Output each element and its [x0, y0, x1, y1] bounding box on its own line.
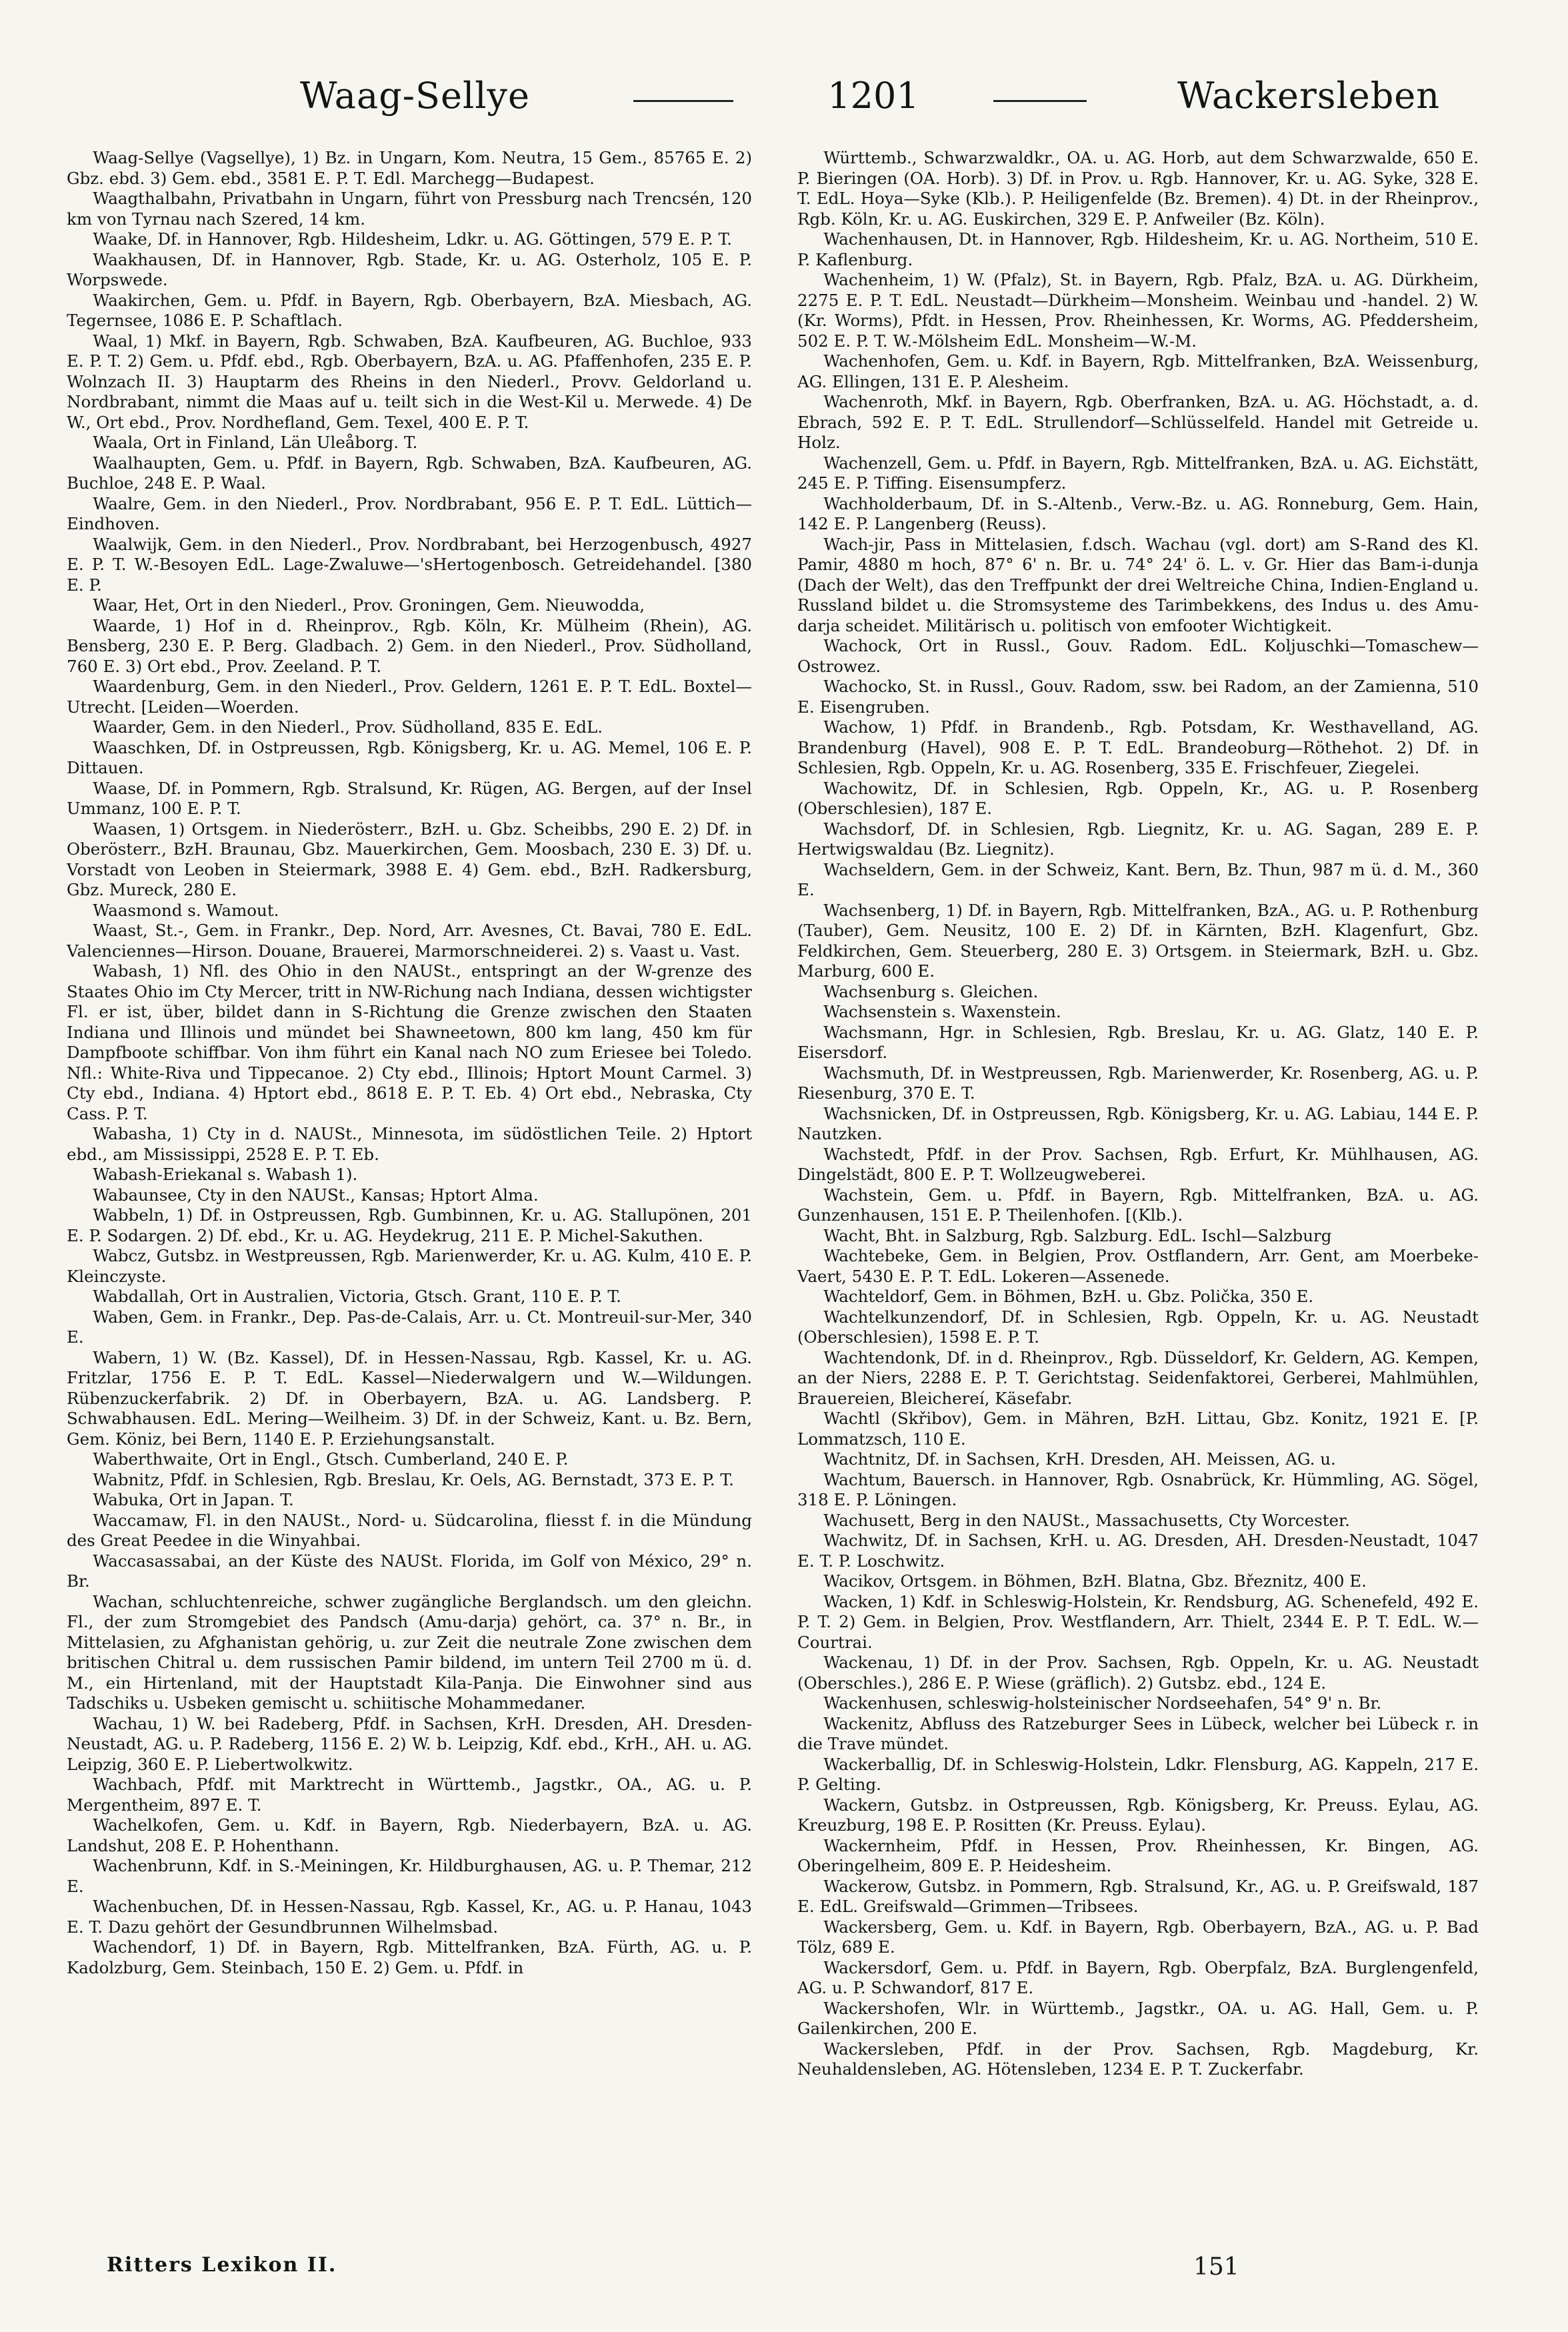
footer-sheet-number: 151: [1193, 2253, 1239, 2281]
lexicon-entry: Wabasha, 1) Cty in d. NAUSt., Minnesota, im südöstlichen Teile. 2) Hptort ebd., am Mississippi, 2528 E. P. T. Eb.: [67, 1124, 752, 1164]
lexicon-entry: Waala, Ort in Finland, Län Uleåborg. T.: [93, 433, 418, 452]
lexicon-entry: Waberthwaite, Ort in Engl., Gtsch. Cumberland, 240 E. P.: [93, 1449, 569, 1469]
lexicon-entry: Wacken, 1) Kdf. in Schleswig-Holstein, Kr. Rendsburg, AG. Schenefeld, 492 E. P. T. 2) Gem. in Belgien, Prov. Westflandern, Arr. Thielt, 2344 E. P. T. EdL. W.—Courtrai.: [797, 1591, 1479, 1652]
lexicon-entry: Wachenbuchen, Df. in Hessen-Nassau, Rgb. Kassel, Kr., AG. u. P. Hanau, 1043 E. T. Dazu gehört der Gesundbrunnen Wilhelmsbad.: [67, 1897, 752, 1937]
lexicon-entry: Waakhausen, Df. in Hannover, Rgb. Stade, Kr. u. AG. Osterholz, 105 E. P. Worpswede.: [67, 249, 752, 289]
lexicon-entry: Waase, Df. in Pommern, Rgb. Stralsund, Kr. Rügen, AG. Bergen, auf der Insel Ummanz, 100 E. P. T.: [67, 778, 752, 818]
lexicon-entry: Wachtebeke, Gem. in Belgien, Prov. Ostflandern, Arr. Gent, am Moerbeke-Vaert, 5430 E. P. T. EdL. Lokeren—Assenede.: [797, 1246, 1479, 1286]
lexicon-entry: Waarder, Gem. in den Niederl., Prov. Südholland, 835 E. EdL.: [93, 717, 603, 737]
lexicon-entry: Wabnitz, Pfdf. in Schlesien, Rgb. Breslau, Kr. Oels, AG. Bernstadt, 373 E. P. T.: [93, 1469, 734, 1489]
lexicon-entry: Waccamaw, Fl. in den NAUSt., Nord- u. Südcarolina, fliesst f. in die Mündung des Great Peedee in die Winyahbai.: [67, 1510, 752, 1550]
lexicon-entry: Wabuka, Ort in Japan. T.: [93, 1490, 294, 1509]
page-number: 1201: [827, 75, 919, 117]
footer-signature: Ritters Lexikon II.: [107, 2253, 337, 2277]
lexicon-entry: Waasmond s. Wamout.: [93, 900, 279, 920]
lexicon-entry: Wachbach, Pfdf. mit Marktrecht in Württemb., Jagstkr., OA., AG. u. P. Mergentheim, 897 E. T.: [67, 1775, 752, 1815]
lexicon-entry: Wachock, Ort in Russl., Gouv. Radom. EdL. Koljuschki—Tomaschew—Ostrowez.: [797, 636, 1479, 676]
lexicon-entry: Wachsmuth, Df. in Westpreussen, Rgb. Marienwerder, Kr. Rosenberg, AG. u. P. Riesenburg, 370 E. T.: [797, 1063, 1479, 1103]
header-last-entry: Wackersleben: [1177, 75, 1440, 117]
left-column: [67, 148, 752, 2148]
lexicon-entry: Wach-jir, Pass in Mittelasien, f.dsch. Wachau (vgl. dort) am S-Rand des Kl. Pamir, 4880 m hoch, 87° 6' n. Br. u. 74° 24' ö. L. v. Gr. Hier das Bam-i-dunja (Dach der Welt), das den Treffpunkt der drei Weltreiche China, Indien-England u. Russland bildet u. die Stromsysteme des Tarimbekkens, des Indus u. des Amu-darja scheidet. Militärisch u. politisch von emfooter Wichtigkeit.: [797, 534, 1479, 635]
lexicon-entry: Wachusett, Berg in den NAUSt., Massachusetts, Cty Worcester.: [823, 1510, 1350, 1530]
lexicon-entry: Wachenzell, Gem. u. Pfdf. in Bayern, Rgb. Mittelfranken, BzA. u. AG. Eichstätt, 245 E. P. Tiffing. Eisensumpferz.: [797, 453, 1479, 493]
lexicon-entry: Wachteldorf, Gem. in Böhmen, BzH. u. Gbz. Polička, 350 E.: [823, 1287, 1314, 1306]
lexicon-entry: Wachenbrunn, Kdf. in S.-Meiningen, Kr. Hildburghausen, AG. u. P. Themar, 212 E.: [67, 1856, 752, 1896]
lexicon-entry: Waaschken, Df. in Ostpreussen, Rgb. Königsberg, Kr. u. AG. Memel, 106 E. P. Dittauen.: [67, 737, 752, 777]
lexicon-entry: Wackenitz, Abfluss des Ratzeburger Sees in Lübeck, welcher bei Lübeck r. in die Trave mündet.: [797, 1713, 1479, 1753]
lexicon-entry: Wachholderbaum, Df. in S.-Altenb., Verw.-Bz. u. AG. Ronneburg, Gem. Hain, 142 E. P. Langenberg (Reuss).: [797, 493, 1479, 533]
lexicon-entry: Wabern, 1) W. (Bz. Kassel), Df. in Hessen-Nassau, Rgb. Kassel, Kr. u. AG. Fritzlar, 1756 E. P. T. EdL. Kassel—Niederwalgern und W.—Wildungen. Rübenzuckerfabrik. 2) Df. in Oberbayern, BzA. u. AG. Landsberg. P. Schwabhausen. EdL. Mering—Weilheim. 3) Df. in der Schweiz, Kant. u. Bz. Bern, Gem. Köniz, bei Bern, 1140 E. P. Erziehungsanstalt.: [67, 1347, 752, 1449]
lexicon-entry: Wabcz, Gutsbz. in Westpreussen, Rgb. Marienwerder, Kr. u. AG. Kulm, 410 E. P. Kleinczyste.: [67, 1246, 752, 1286]
lexicon-entry: Waagthalbahn, Privatbahn in Ungarn, führt von Pressburg nach Trencsén, 120 km von Tyrnau nach Szered, 14 km.: [67, 189, 752, 229]
lexicon-entry: Waasen, 1) Ortsgem. in Niederösterr., BzH. u. Gbz. Scheibbs, 290 E. 2) Df. in Oberösterr., BzH. Braunau, Gbz. Mauerkirchen, Gem. Moosbach, 230 E. 3) Df. u. Vorstadt von Leoben in Steiermark, 3988 E. 4) Gem. ebd., BzH. Radkersburg, Gbz. Mureck, 280 E.: [67, 819, 752, 899]
lexicon-entry: Wackersberg, Gem. u. Kdf. in Bayern, Rgb. Oberbayern, BzA., AG. u. P. Bad Tölz, 689 E.: [797, 1917, 1479, 1957]
lexicon-entry: Wachow, 1) Pfdf. in Brandenb., Rgb. Potsdam, Kr. Westhavelland, AG. Brandenburg (Havel), 908 E. P. T. EdL. Brandeoburg—Röthehot. 2) Df. in Schlesien, Rgb. Oppeln, Kr. u. AG. Rosenberg, 335 E. Frischfeuer, Ziegelei.: [797, 717, 1479, 777]
lexicon-entry: Wachwitz, Df. in Sachsen, KrH. u. AG. Dresden, AH. Dresden-Neustadt, 1047 E. T. P. Loschwitz.: [797, 1531, 1479, 1571]
lexicon-entry: Wachenhausen, Dt. in Hannover, Rgb. Hildesheim, Kr. u. AG. Northeim, 510 E. P. Kaflenburg.: [797, 229, 1479, 269]
lexicon-entry: Waalre, Gem. in den Niederl., Prov. Nordbrabant, 956 E. P. T. EdL. Lüttich—Eindhoven.: [67, 493, 752, 533]
lexicon-entry: Waalwijk, Gem. in den Niederl., Prov. Nordbrabant, bei Herzogenbusch, 4927 E. P. T. W.-Besoyen EdL. Lage-Zwaluwe—'sHertogenbosch. Getreidehandel. [380 E. P.: [67, 534, 752, 595]
lexicon-entry: Wachtendonk, Df. in d. Rheinprov., Rgb. Düsseldorf, Kr. Geldern, AG. Kempen, an der Niers, 2288 E. P. T. Gerichtstag. Seidenfaktorei, Gerberei, Mahlmühlen, Brauereien, Bleichereí, Käsefabr.: [797, 1347, 1479, 1408]
lexicon-entry: Waal, 1) Mkf. in Bayern, Rgb. Schwaben, BzA. Kaufbeuren, AG. Buchloe, 933 E. P. T. 2) Gem. u. Pfdf. ebd., Rgb. Oberbayern, BzA. u. AG. Pfaffenhofen, 235 E. P. Wolnzach II. 3) Hauptarm des Rheins in den Niederl., Provv. Geldorland u. Nordbrabant, nimmt die Maas auf u. teilt sich in die West-Kil u. Merwede. 4) De W., Ort ebd., Prov. Nordhefland, Gem. Texel, 400 E. P. T.: [67, 331, 752, 432]
lexicon-entry: Wachocko, St. in Russl., Gouv. Radom, ssw. bei Radom, an der Zamienna, 510 E. Eisengruben.: [797, 677, 1479, 717]
lexicon-entry: Wackerballig, Df. in Schleswig-Holstein, Ldkr. Flensburg, AG. Kappeln, 217 E. P. Gelting.: [797, 1754, 1479, 1794]
lexicon-entry: Wabash, 1) Nfl. des Ohio in den NAUSt., entspringt an der W-grenze des Staates Ohio im Cty Mercer, tritt in NW-Richung nach Indiana, dessen wichtigster Fl. er ist, über, bildet dann in S-Richtung die Grenze zwischen den Staaten Indiana und Illinois und mündet bei Shawneetown, 800 km lang, 450 km für Dampfboote schiffbar. Von ihm führt ein Kanal nach NO zum Eriesee bei Toledo. Nfl.: White-Riva und Tippecanoe. 2) Cty ebd., Illinois; Hptort Mount Carmel. 3) Cty ebd., Indiana. 4) Hptort ebd., 8618 E. P. T. Eb. 4) Ort ebd., Nebraska, Cty Cass. P. T.: [67, 961, 752, 1123]
lexicon-entry: Wachelkofen, Gem. u. Kdf. in Bayern, Rgb. Niederbayern, BzA. u. AG. Landshut, 208 E. P. Hohenthann.: [67, 1815, 752, 1855]
lexicon-entry: Wackerow, Gutsbz. in Pommern, Rgb. Stralsund, Kr., AG. u. P. Greifswald, 187 E. EdL. Greifswald—Grimmen—Tribsees.: [797, 1876, 1479, 1916]
lexicon-entry: Wackersleben, Pfdf. in der Prov. Sachsen, Rgb. Magdeburg, Kr. Neuhaldensleben, AG. Hötensleben, 1234 E. P. T. Zuckerfabr.: [797, 2039, 1479, 2079]
right-column: [797, 148, 1479, 2148]
lexicon-entry: Wachowitz, Df. in Schlesien, Rgb. Oppeln, Kr., AG. u. P. Rosenberg (Oberschlesien), 187 E.: [797, 778, 1479, 818]
lexicon-entry: Wachsenstein s. Waxenstein.: [823, 1002, 1061, 1021]
lexicon-entry: Wabash-Eriekanal s. Wabash 1).: [93, 1165, 358, 1184]
lexicon-entry: Wacikov, Ortsgem. in Böhmen, BzH. Blatna, Gbz. Březnitz, 400 E.: [823, 1571, 1367, 1591]
lexicon-entry: Wackershofen, Wlr. in Württemb., Jagstkr., OA. u. AG. Hall, Gem. u. P. Gailenkirchen, 200 E.: [797, 1998, 1479, 2038]
lexicon-entry: Wachstedt, Pfdf. in der Prov. Sachsen, Rgb. Erfurt, Kr. Mühlhausen, AG. Dingelstädt, 800 E. P. T. Wollzeugweberei.: [797, 1144, 1479, 1184]
page-footer: [67, 2253, 1479, 2293]
lexicon-entry: Waast, St.-, Gem. in Frankr., Dep. Nord, Arr. Avesnes, Ct. Bavai, 780 E. EdL. Valenciennes—Hirson. Douane, Brauerei, Marmorschneiderei. 2) s. Vaast u. Vast.: [67, 921, 752, 961]
header-first-entry: Waag-Sellye: [300, 75, 530, 117]
lexicon-entry: Wabdallah, Ort in Australien, Victoria, Gtsch. Grant, 110 E. P. T.: [93, 1287, 621, 1306]
lexicon-entry: Waalhaupten, Gem. u. Pfdf. in Bayern, Rgb. Schwaben, BzA. Kaufbeuren, AG. Buchloe, 248 E. P. Waal.: [67, 453, 752, 493]
lexicon-entry: Wachtl (Skřibov), Gem. in Mähren, BzH. Littau, Gbz. Konitz, 1921 E. [P. Lommatzsch, 110 E.: [797, 1409, 1479, 1449]
lexicon-entry: Waarde, 1) Hof in d. Rheinprov., Rgb. Köln, Kr. Mülheim (Rhein), AG. Bensberg, 230 E. P. Berg. Gladbach. 2) Gem. in den Niederl., Prov. Südholland, 760 E. 3) Ort ebd., Prov. Zeeland. P. T.: [67, 615, 752, 676]
lexicon-entry: Württemb., Schwarzwaldkr., OA. u. AG. Horb, aut dem Schwarzwalde, 650 E. P. Bieringen (OA. Horb). 3) Df. in Prov. u. Rgb. Hannover, Kr. u. AG. Syke, 328 E. T. EdL. Hoya—Syke (Klb.). P. Heiligenfelde (Bz. Bremen). 4) Dt. in der Rheinprov., Rgb. Köln, Kr. u. AG. Euskirchen, 329 E. P. Anfweiler (Bz. Köln).: [797, 148, 1479, 229]
lexicon-entry: Waag-Sellye (Vagsellye), 1) Bz. in Ungarn, Kom. Neutra, 15 Gem., 85765 E. 2) Gbz. ebd. 3) Gem. ebd., 3581 E. P. T. Edl. Marchegg—Budapest.: [67, 148, 752, 188]
lexicon-entry: Wachsenburg s. Gleichen.: [823, 981, 1039, 1001]
lexicon-entry: Wacht, Bht. in Salzburg, Rgb. Salzburg. EdL. Ischl—Salzburg: [823, 1225, 1332, 1245]
lexicon-entry: Wachsenberg, 1) Df. in Bayern, Rgb. Mittelfranken, BzA., AG. u. P. Rothenburg (Tauber), Gem. Neusitz, 100 E. 2) Df. in Kärnten, BzH. Klagenfurt, Gbz. Feldkirchen, Gem. Steuerberg, 280 E. 3) Ortsgem. in Steiermark, BzH. u. Gbz. Marburg, 600 E.: [797, 900, 1479, 981]
lexicon-entry: Wachsnicken, Df. in Ostpreussen, Rgb. Königsberg, Kr. u. AG. Labiau, 144 E. P. Nautzken.: [797, 1103, 1479, 1143]
lexicon-entry: Wabbeln, 1) Df. in Ostpreussen, Rgb. Gumbinnen, Kr. u. AG. Stallupönen, 201 E. P. Sodargen. 2) Df. ebd., Kr. u. AG. Heydekrug, 211 E. P. Michel-Sakuthen.: [67, 1205, 752, 1245]
lexicon-entry: Wackenhusen, schleswig-holsteinischer Nordseehafen, 54° 9' n. Br.: [823, 1693, 1382, 1713]
lexicon-entry: Wachtnitz, Df. in Sachsen, KrH. Dresden, AH. Meissen, AG. u.: [823, 1449, 1336, 1469]
lexicon-entry: Wachendorf, 1) Df. in Bayern, Rgb. Mittelfranken, BzA. Fürth, AG. u. P. Kadolzburg, Gem. Steinbach, 150 E. 2) Gem. u. Pfdf. in: [67, 1937, 752, 1977]
lexicon-entry: Waake, Df. in Hannover, Rgb. Hildesheim, Ldkr. u. AG. Göttingen, 579 E. P. T.: [93, 229, 733, 249]
lexicon-entry: Wackernheim, Pfdf. in Hessen, Prov. Rheinhessen, Kr. Bingen, AG. Oberingelheim, 809 E. P. Heidesheim.: [797, 1835, 1479, 1875]
header-rule-right: [993, 100, 1087, 102]
lexicon-entry: Wabaunsee, Cty in den NAUSt., Kansas; Hptort Alma.: [93, 1185, 539, 1205]
lexicon-entry: Waardenburg, Gem. in den Niederl., Prov. Geldern, 1261 E. P. T. EdL. Boxtel—Utrecht. [Leiden—Woerden.: [67, 677, 752, 717]
lexicon-entry: Waben, Gem. in Frankr., Dep. Pas-de-Calais, Arr. u. Ct. Montreuil-sur-Mer, 340 E.: [67, 1307, 752, 1347]
lexicon-entry: Wackenau, 1) Df. in der Prov. Sachsen, Rgb. Oppeln, Kr. u. AG. Neustadt (Oberschles.), 286 E. P. Wiese (gräflich). 2) Gutsbz. ebd., 124 E.: [797, 1653, 1479, 1693]
lexicon-entry: Wackern, Gutsbz. in Ostpreussen, Rgb. Königsberg, Kr. Preuss. Eylau, AG. Kreuzburg, 198 E. P. Rositten (Kr. Preuss. Eylau).: [797, 1795, 1479, 1835]
lexicon-entry: Wachenheim, 1) W. (Pfalz), St. in Bayern, Rgb. Pfalz, BzA. u. AG. Dürkheim, 2275 E. P. T. EdL. Neustadt—Dürkheim—Monsheim. Weinbau und -handel. 2) W. (Kr. Worms), Pfdt. in Hessen, Prov. Rheinhessen, Kr. Worms, AG. Pfeddersheim, 502 E. P. T. W.-Mölsheim EdL. Monsheim—W.-M.: [797, 270, 1479, 351]
lexicon-entry: Waccasassabai, an der Küste des NAUSt. Florida, im Golf von México, 29° n. Br.: [67, 1551, 752, 1591]
lexicon-entry: Wachenroth, Mkf. in Bayern, Rgb. Oberfranken, BzA. u. AG. Höchstadt, a. d. Ebrach, 592 E. P. T. EdL. Strullendorf—Schlüsselfeld. Handel mit Getreide u. Holz.: [797, 392, 1479, 452]
lexicon-entry: Wachau, 1) W. bei Radeberg, Pfdf. in Sachsen, KrH. Dresden, AH. Dresden-Neustadt, AG. u. P. Radeberg, 1156 E. 2) W. b. Leipzig, Kdf. ebd., KrH., AH. u. AG. Leipzig, 360 E. P. Liebertwolkwitz.: [67, 1713, 752, 1774]
lexicon-entry: Wachstein, Gem. u. Pfdf. in Bayern, Rgb. Mittelfranken, BzA. u. AG. Gunzenhausen, 151 E. P. Theilenhofen. [(Klb.).: [797, 1185, 1479, 1225]
lexicon-entry: Wachtum, Bauersch. in Hannover, Rgb. Osnabrück, Kr. Hümmling, AG. Sögel, 318 E. P. Löningen.: [797, 1469, 1479, 1509]
lexicon-entry: Wachenhofen, Gem. u. Kdf. in Bayern, Rgb. Mittelfranken, BzA. Weissenburg, AG. Ellingen, 131 E. P. Alesheim.: [797, 351, 1479, 391]
lexicon-entry: Waar, Het, Ort in den Niederl., Prov. Groningen, Gem. Nieuwodda,: [93, 595, 645, 615]
lexicon-entry: Wachseldern, Gem. in der Schweiz, Kant. Bern, Bz. Thun, 987 m ü. d. M., 360 E.: [797, 859, 1479, 899]
running-header: [80, 75, 1487, 135]
lexicon-entry: Waakirchen, Gem. u. Pfdf. in Bayern, Rgb. Oberbayern, BzA. Miesbach, AG. Tegernsee, 1086 E. P. Schaftlach.: [67, 290, 752, 330]
header-rule-left: [633, 100, 733, 102]
lexicon-entry: Wackersdorf, Gem. u. Pfdf. in Bayern, Rgb. Oberpfalz, BzA. Burglengenfeld, AG. u. P. Schwandorf, 817 E.: [797, 1957, 1479, 1997]
lexicon-entry: Wachan, schluchtenreiche, schwer zugängliche Berglandsch. um den gleichn. Fl., der zum Stromgebiet des Pandsch (Amu-darja) gehört, ca. 37° n. Br., in Mittelasien, zu Afghanistan gehörig, u. zur Zeit die neutrale Zone zwischen dem britischen Chitral u. dem russischen Pamir bildend, im untern Teil 2700 m ü. d. M., ein Hirtenland, mit der Hauptstadt Kila-Panja. Die Einwohner sind aus Tadschiks u. Usbeken gemischt u. schiitische Mohammedaner.: [67, 1591, 752, 1713]
lexicon-entry: Wachtelkunzendorf, Df. in Schlesien, Rgb. Oppeln, Kr. u. AG. Neustadt (Oberschlesien), 1598 E. P. T.: [797, 1307, 1479, 1347]
lexicon-entry: Wachsdorf, Df. in Schlesien, Rgb. Liegnitz, Kr. u. AG. Sagan, 289 E. P. Hertwigswaldau (Bz. Liegnitz).: [797, 819, 1479, 859]
lexicon-entry: Wachsmann, Hgr. in Schlesien, Rgb. Breslau, Kr. u. AG. Glatz, 140 E. P. Eisersdorf.: [797, 1022, 1479, 1062]
